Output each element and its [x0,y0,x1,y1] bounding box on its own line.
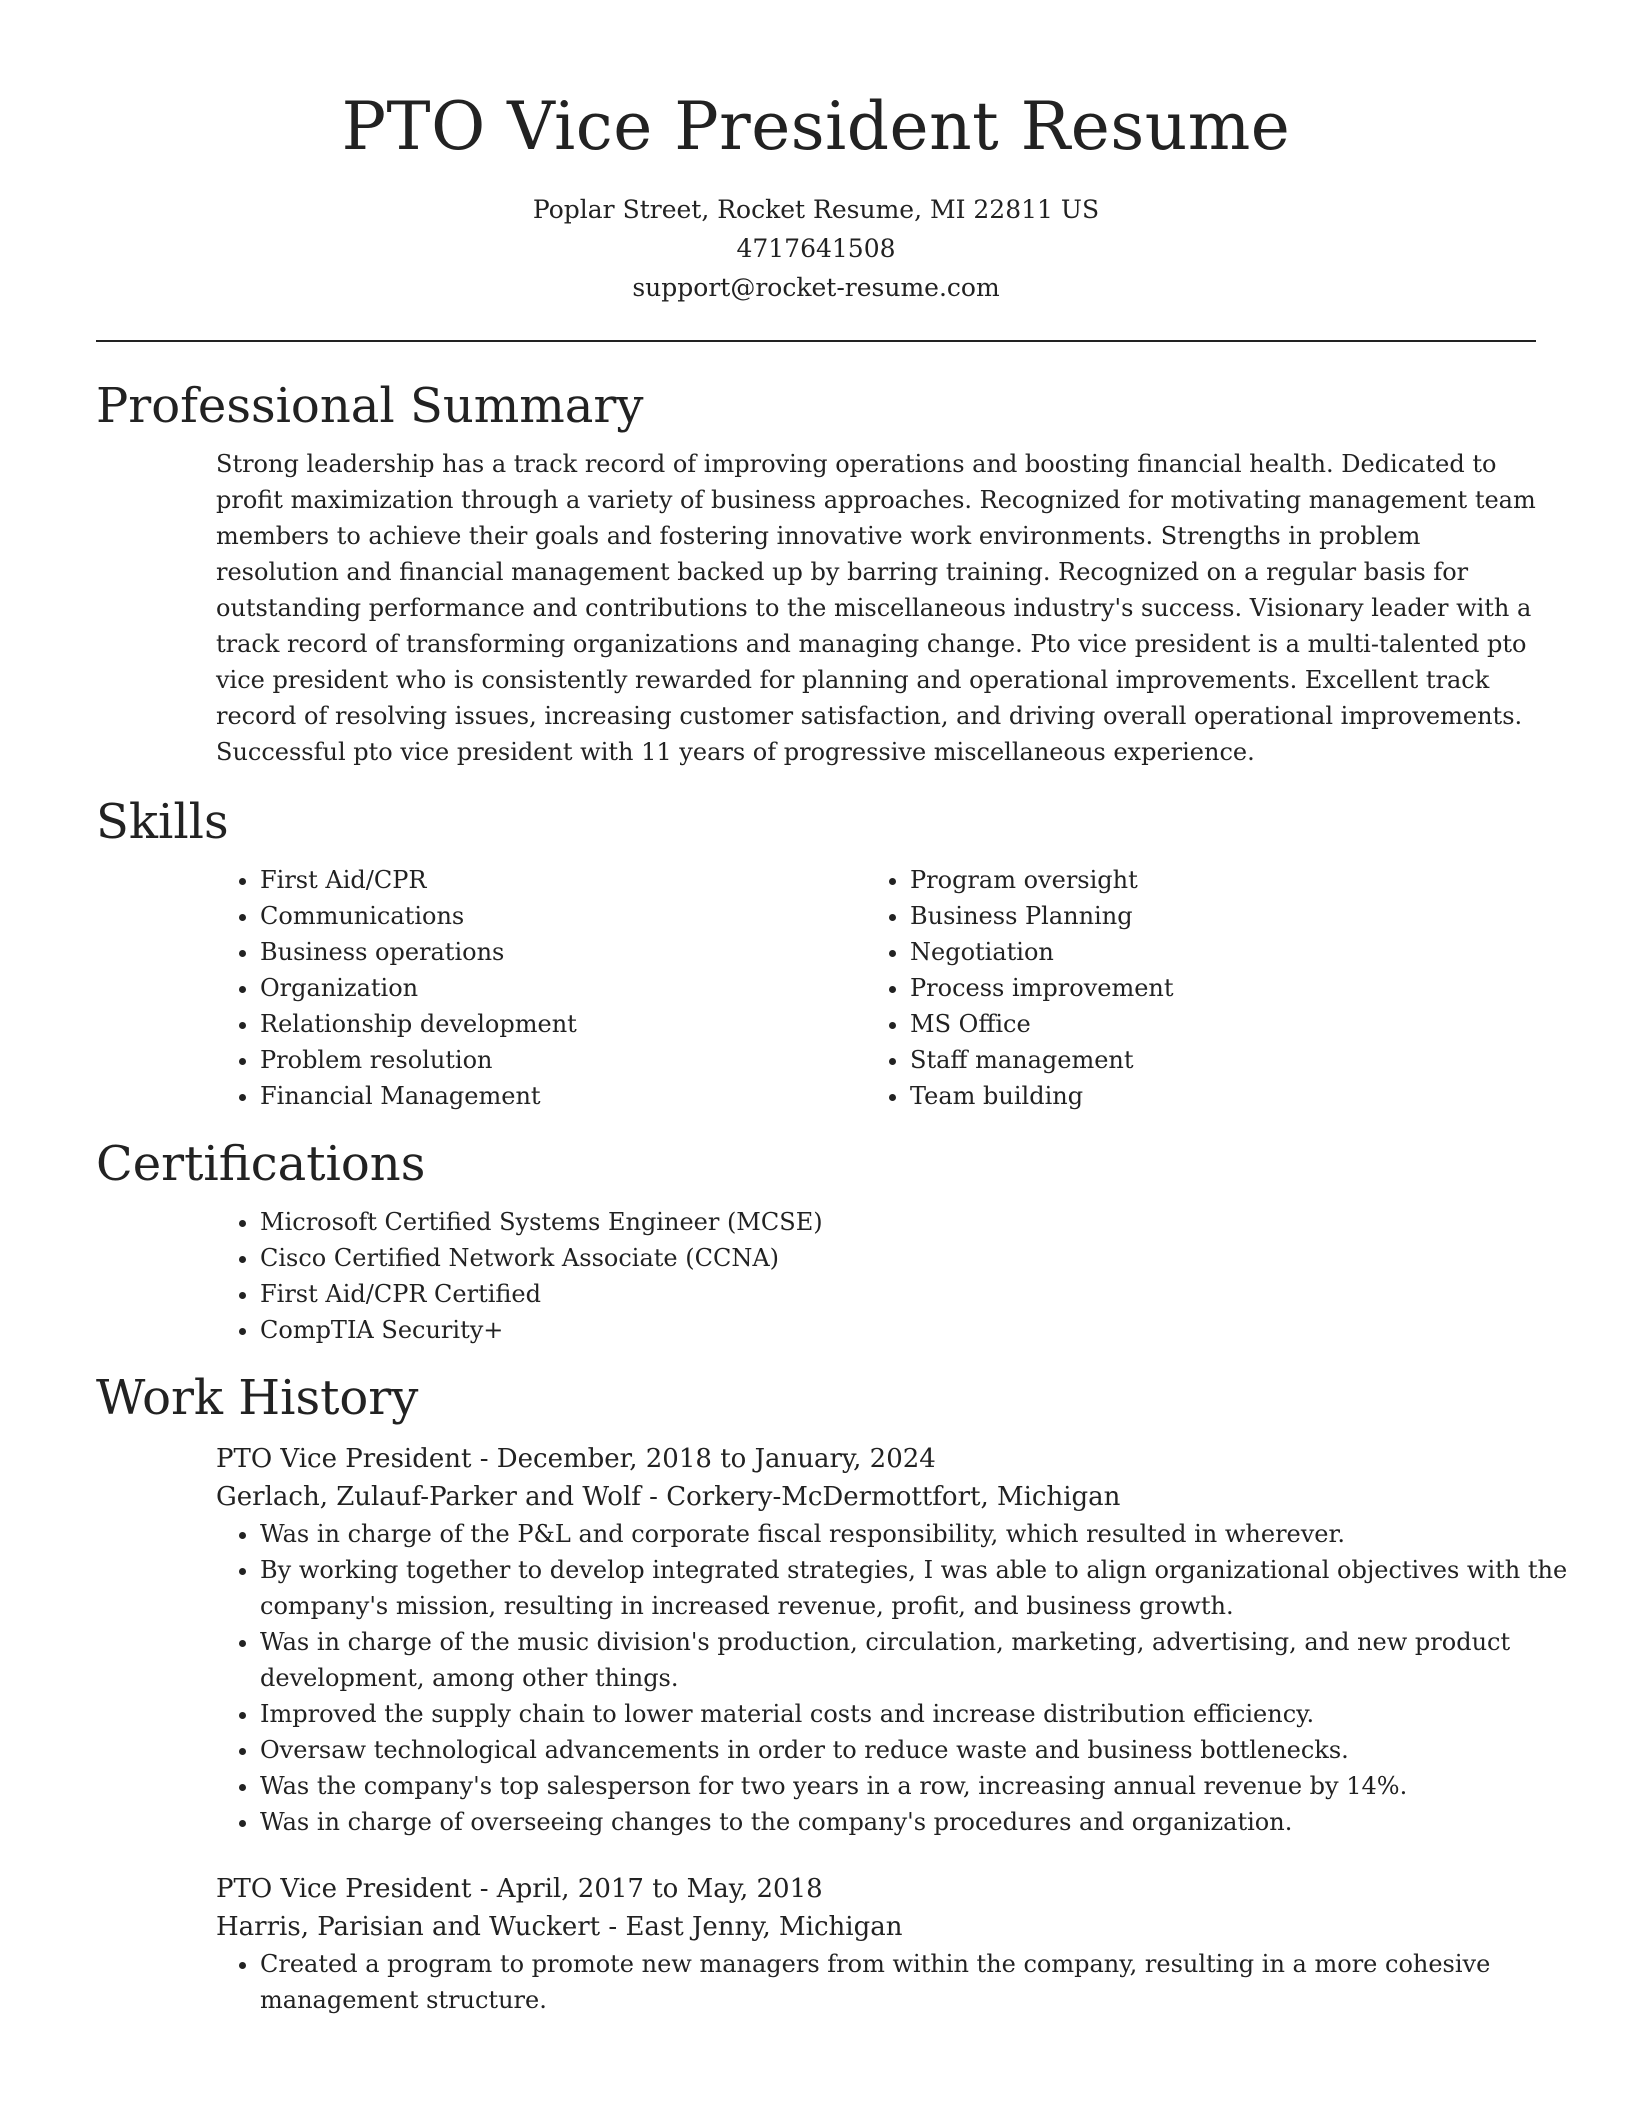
skill-item: • Staff management [910,1042,1516,1078]
certifications-list [216,1204,1536,1348]
job-title-line [216,1870,1536,1908]
skill-item: • Program oversight [910,862,1516,898]
certifications-heading: Certifications [96,1136,426,1192]
certification-item: • Microsoft Certified Systems Engineer (MCSE) [260,1204,1536,1240]
skills-columns [216,862,1536,1114]
header-divider [96,340,1536,342]
resume-page [96,0,1568,2018]
skills-list-right [866,862,1516,1114]
job-bullet: • Was the company's top salesperson for two years in a row, increasing annual revenue by 14%. [260,1768,1580,1804]
skill-item: • Business Planning [910,898,1516,934]
job-company-line [216,1478,1536,1516]
job-bullet: • By working together to develop integrated strategies, I was able to align organizational objectives with the company's mission, resulting in increased revenue, profit, and business growth. [260,1552,1580,1624]
skills-list-left [216,862,866,1114]
summary-section [96,376,1536,770]
job-bullet: • Improved the supply chain to lower material costs and increase distribution efficiency. [260,1696,1580,1732]
summary-heading: Professional Summary [96,378,644,434]
skills-column-left [216,862,866,1114]
skills-column-right [866,862,1516,1114]
skill-item: • Problem resolution [260,1042,866,1078]
job-separator: - [608,1912,626,1942]
certification-item: • CompTIA Security+ [260,1312,1536,1348]
job-bullet: • Was in charge of the P&L and corporate fiscal responsibility, which resulted in wherever. [260,1516,1580,1552]
job-separator: - [649,1482,667,1512]
job-title: PTO Vice President [216,1444,472,1474]
skill-item: • Team building [910,1078,1516,1114]
job-bullet: • Was in charge of overseeing changes to the company's procedures and organization. [260,1804,1580,1840]
skill-item: • Process improvement [910,970,1516,1006]
skill-item: • Negotiation [910,934,1516,970]
job-company: Harris, Parisian and Wuckert [216,1912,601,1942]
resume-header [96,0,1536,307]
job-bullets [216,1946,1580,2018]
job-company: Gerlach, Zulauf-Parker and Wolf [216,1482,641,1512]
job-title: PTO Vice President [216,1874,472,1904]
job-location: East Jenny, Michigan [625,1912,903,1942]
job-entry [216,1870,1536,2018]
skill-item: • MS Office [910,1006,1516,1042]
skill-item: • First Aid/CPR [260,862,866,898]
skills-heading: Skills [96,794,229,850]
job-dates: December, 2018 to January, 2024 [496,1444,936,1474]
resume-title: PTO Vice President Resume [341,88,1291,165]
skill-item: • Financial Management [260,1078,866,1114]
job-company-line [216,1908,1536,1946]
job-bullets [216,1516,1580,1840]
job-separator: - [479,1444,497,1474]
work-history-heading: Work History [96,1370,419,1426]
skill-item: • Relationship development [260,1006,866,1042]
certification-item: • Cisco Certified Network Associate (CCNA) [260,1240,1536,1276]
job-separator: - [479,1874,497,1904]
job-location: Corkery-McDermottfort, Michigan [666,1482,1121,1512]
work-history-section [96,1368,1568,2018]
skills-section [96,792,1536,1114]
job-dates: April, 2017 to May, 2018 [496,1874,823,1904]
contact-info [96,190,1536,307]
job-entry [216,1440,1568,1840]
certification-item: • First Aid/CPR Certified [260,1276,1536,1312]
job-bullet: • Created a program to promote new managers from within the company, resulting in a more cohesive management structure. [260,1946,1580,2018]
certifications-section [96,1134,1536,1348]
contact-address: Poplar Street, Rocket Resume, MI 22811 US [532,195,1100,224]
job-bullet: • Was in charge of the music division's production, circulation, marketing, advertising, and new product development, among other things. [260,1624,1580,1696]
contact-phone: 4717641508 [736,234,896,263]
skill-item: • Business operations [260,934,866,970]
job-bullet: • Oversaw technological advancements in order to reduce waste and business bottlenecks. [260,1732,1580,1768]
skill-item: • Organization [260,970,866,1006]
certifications-body [216,1204,1536,1348]
job-title-line [216,1440,1536,1478]
contact-email: support@rocket-resume.com [632,273,1000,302]
summary-text: Strong leadership has a track record of improving operations and boosting financial health. Dedicated to profit maximization through a variety of business approaches. Recognized for motivating management team members to achieve their goals and fostering innovative work environments. Strengths in problem resolution and financial management backed up by barring training. Recognized on a regular basis for outstanding performance and contributions to the miscellaneous industry's success. Visionary leader with a track record of transforming organizations and managing change. Pto vice president is a multi-talented pto vice president who is consistently rewarded for planning and operational improvements. Excellent track record of resolving issues, increasing customer satisfaction, and driving overall operational improvements. Successful pto vice president with 11 years of progressive miscellaneous experience. [216,450,1536,766]
skill-item: • Communications [260,898,866,934]
